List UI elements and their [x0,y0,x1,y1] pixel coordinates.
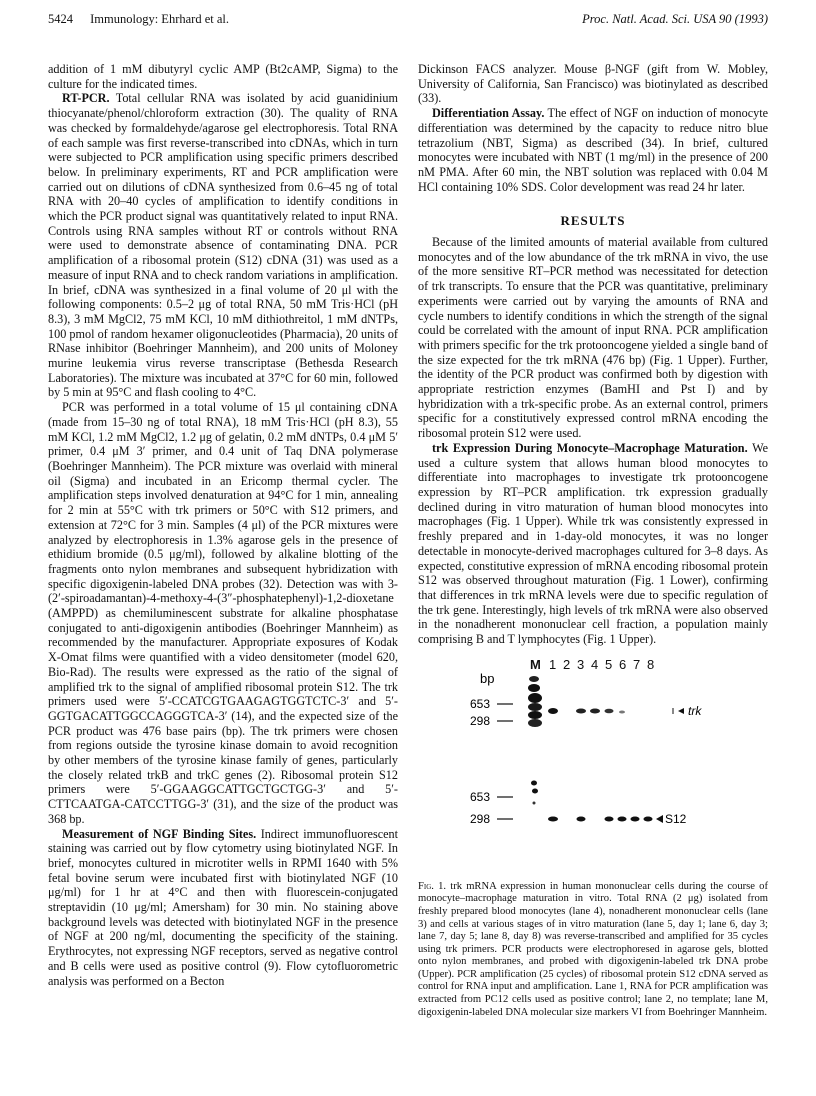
lane-label-1: 1 [549,656,557,672]
marker-band [528,711,542,719]
lane-label-4: 4 [591,656,599,672]
marker-band [528,693,542,703]
rtpcr-heading: RT-PCR. [62,91,110,106]
s12-band-lane-8 [644,816,653,821]
upper-marker-653: 653 [470,696,491,711]
trk-text: We used a culture system that allows human blood monocytes to differentiate into macrophages to investigate trk protooncogene expression by RT–PCR amplification. trk expression gradually declined during in vitro maturation of human blood monocytes into macrophages (Fig. 1 Upper). While trk was consistently expressed in freshly prepared and in 1-day-old monocytes, it was no longer detectable in monocyte-derived macrophages cultured for 3–8 days. As expected, constitutive expression of mRNA encoding ribosomal protein S12 was observed throughout maturation (Fig. 1 Lower), confirming that differences in trk mRNA levels were due to specific regulation of the trk gene. Interestingly, high levels of trk mRNA were also observed in the nonadherent mononuclear cell fraction, a population mainly comprising B and T lymphocytes (Fig. 1 Upper). [418,440,768,647]
lane-label-6: 6 [619,656,627,672]
journal-section: Immunology: Ehrhard et al. [90,12,229,26]
s12-band-lane-3 [577,816,586,821]
rtpcr-text-1: Total cellular RNA was isolated by acid guanidinium thiocyanate/phenol/chloroform extraction (30). The quality of RNA was checked by formaldehyde/agarose gel electrophoresis. Total RNA of each sample was first reverse-transcribed into cDNAs, which in turn were subjected to PCR amplification using specific primers described below. In preliminary experiments, RT and PCR amplification were carried out on dilutions of cDNA synthesized from 0.6–45 ng of total RNA with 20–40 cycles of amplification to identify conditions in which the PCR product signal was quantitatively related to input RNA. Controls using RNA samples without RT or controls without RNA were used to demonstrate absence of contaminating DNA. PCR amplification of a ribosomal protein (S12) cDNA (31) was used as a measure of input RNA and to check random variations in amplification. In brief, cDNA was synthesized in a final volume of 20 μl with the following components: 0.5–2 μg of total RNA, 50 mM Tris·HCl (pH 8.3), 3 mM MgCl2, 75 mM KCl, 10 mM dithiothreitol, 1 mM dNTPs, 100 pmol of random hexamer oligonucleotides (Pharmacia), 20 units of RNase inhibitor (Boehringer Mannheim), and 200 units of Moloney murine leukemia virus reverse transcriptase (Bethesda Research Laboratories). The mixture was incubated at 37°C for 60 min, followed by 5 min at 95°C and flash cooling to 4°C. [48,91,398,400]
lower-marker-298: 298 [470,811,491,826]
paragraph-continuation-right: Dickinson FACS analyzer. Mouse β-NGF (gift from W. Mobley, University of California, San Francisco) was biotinylated as described (33). [418,62,768,106]
lane-label-m: M [530,656,541,672]
lane-label-8: 8 [647,656,655,672]
page-header [48,12,768,34]
upper-marker-298: 298 [470,713,491,728]
marker-band [528,719,542,727]
left-column [48,62,398,988]
s12-band-lane-7 [631,816,640,821]
right-column [418,62,768,1019]
s12-band-lane-6 [618,816,627,821]
figure-1-caption [418,881,768,1020]
marker-band [533,801,536,804]
header-left [48,12,243,27]
results-heading: RESULTS [560,213,626,229]
lane-label-2: 2 [563,656,571,672]
gel-background [418,655,768,877]
marker-band [528,684,540,692]
trk-paragraph [418,441,768,647]
marker-band [529,676,539,682]
differentiation-text: The effect of NGF on induction of monocyte differentiation was determined by the capacity to reduce nitro blue tetrazolium (NBT, Sigma) as described (34). In brief, cultured monocytes were incubated with NBT (1 mg/ml) in the presence of 200 nM PMA. After 60 min, the NBT solution was replaced with 0.04 M HCl containing 10% SDS. Color development was read 24 hr later. [418,106,768,194]
s12-band-lane-5 [605,816,614,821]
differentiation-heading: Differentiation Assay. [432,106,545,121]
trk-band-lane-4 [590,708,600,713]
ngf-paragraph [48,827,398,989]
paragraph-continuation: addition of 1 mM dibutyryl cyclic AMP (Bt2cAMP, Sigma) to the culture for the indicated times. [48,62,398,91]
caption-label: Fig. 1. [418,880,447,892]
bp-label: bp [480,670,495,686]
differentiation-paragraph [418,106,768,194]
marker-band [528,703,542,711]
lane-label-5: 5 [605,656,613,672]
trk-band-lane-1 [548,708,558,714]
trk-label: trk [688,703,702,718]
figure-1 [418,655,768,877]
rtpcr-paragraph-2: PCR was performed in a total volume of 15 μl containing cDNA (made from 15–30 ng of total RNA), 18 mM Tris·HCl (pH 8.3), 55 mM KCl, 1.2 mM MgCl2, 1.2 μg of gelatin, 0.2 mM dNTPs, 0.4 μM 5′ primer, 0.4 μM 3′ primer, and 0.4 unit of Taq DNA polymerase (Boehringer Mannheim). The PCR mixture was overlaid with mineral oil (Sigma) and incubated in an Ericomp thermal cycler. The amplification steps involved denaturation at 94°C for 1 min, annealing for 2 min at 55°C with trk primers or 50°C with S12 primers, and extension at 72°C for 3 min. Samples (4 μl) of the PCR mixtures were analyzed by electrophoresis in 1.3% agarose gels in the presence of ethidium bromide (0.5 μg/ml), followed by alkaline blotting of the fragments onto nylon membranes and subsequent hybridization with specific digoxigenin-labeled DNA probes (32). Detection was with 3-(2′-spiroadamantan)-4-methoxy-4-(3″-phosphatephenyl)-1,2-dioxetane (AMPPD) as chemiluminescent substrate for alkaline phosphatase conjugated to anti-digoxigenin antibodies (Boehringer Mannheim) as recommended by the manufacturer. Appropriate exposures of Kodak X-Omat films were quantified with a video densitometer (model 620, Bio-Rad). The results were expressed as the ratio of the signal of amplified trk to the signal of amplified ribosomal protein S12. The trk primers used were 5′-CCATCGTGAAGAGTGGTCTC-3′ and 5′-GGTGACATTGGCCAGGGTCA-3′ (14), and the expected size of the PCR product was 476 base pairs (bp). The trk primers were chosen from regions outside the tyrosine kinase domain to avoid recognition by other members of the tyrosine kinase family of genes, particularly the closely related trkB and trkC genes (2). Ribosomal protein S12 primers were 5′-GGAAGGCATTGCTGCTGG-3′ and 5′-CTTCAATGA-CATCCTTGG-3′ (31), and the size of the product was 368 bp. [48,400,398,826]
results-paragraph-1: Because of the limited amounts of material available from cultured monocytes and of the low abundance of the trk mRNA in vivo, the use of the more sensitive RT–PCR method was necessitated for detection of trk transcripts. To ensure that the PCR was quantitative, preliminary experiments were carried out by varying the amounts of RNA and cycle numbers to identify conditions in which the strength of the signal could be correlated with the amount of input RNA. PCR amplification with primers specific for the trk protooncogene yielded a single band of the size expected for the trk mRNA (476 bp) (Fig. 1 Upper). Further, the identity of the PCR product was confirmed both by digestion with appropriate restriction enzymes (BamHI and Pst I) and by hybridization with a trk-specific probe. As an external control, primers specific for a constitutively expressed control mRNA encoding the ribosomal protein S12 were used. [418,235,768,441]
lane-label-3: 3 [577,656,585,672]
trk-heading: trk Expression During Monocyte–Macrophage Maturation. [432,440,748,455]
lane-labels [530,657,654,672]
rtpcr-paragraph-1 [48,91,398,400]
caption-text: trk mRNA expression in human mononuclear cells during the course of monocyte–macrophage maturation in vitro. Total RNA (2 μg) isolated from freshly prepared blood monocytes (lane 4), nonadherent mononuclear cells (lane 3) and cells at various stages of in vitro maturation (lane 5, day 1; lane 6, day 3; lane 7, day 5; lane 8, day 8) was reverse-transcribed and amplified for 35 cycles using trk primers. PCR products were electrophoresed in agarose gels, blotted onto nylon membranes, and probed with digoxigenin-labeled trk DNA probe (Upper). PCR amplification (25 cycles) of ribosomal protein S12 cDNA served as control for RNA input and amplification. Lane 1, RNA for PCR amplification was extracted from PC12 cells used as positive control; lane 2, no template; lane M, digoxigenin-labeled DNA molecular size markers VI from Boehringer Mannheim. [418,880,768,1018]
trk-band-lane-5 [605,708,614,713]
trk-band-lane-6 [619,710,625,713]
gel-blot-image [418,655,768,877]
marker-band [532,788,538,793]
lane-label-7: 7 [633,656,641,672]
journal-citation: Proc. Natl. Acad. Sci. USA 90 (1993) [582,12,768,26]
s12-label: S12 [665,811,687,826]
ngf-heading: Measurement of NGF Binding Sites. [62,826,257,841]
trk-band-lane-3 [576,708,586,713]
s12-band-lane-1 [548,816,558,821]
lower-marker-653: 653 [470,789,491,804]
marker-band [531,780,537,785]
page-number: 5424 [48,12,73,26]
ngf-text: Indirect immunofluorescent staining was carried out by flow cytometry using biotinylated NGF. In brief, monocytes cultured in microtiter wells in RPMI 1640 with 5% fetal bovine serum were incubated first with biotinylated NGF (10 μg/ml) for 1 hr at 4°C and then with fluorescein-conjugated streptavidin (10 μg/ml; Amersham) for 30 min. No staining above background levels was detected with biotinylated NGF in the presence of NGF at 200 ng/ml, documenting the specificity of the staining. Erythrocytes, not expressing NGF receptors, served as negative control and B cells were used as positive control (9). Flow cytofluorometric analysis was performed on a Becton [48,826,399,988]
